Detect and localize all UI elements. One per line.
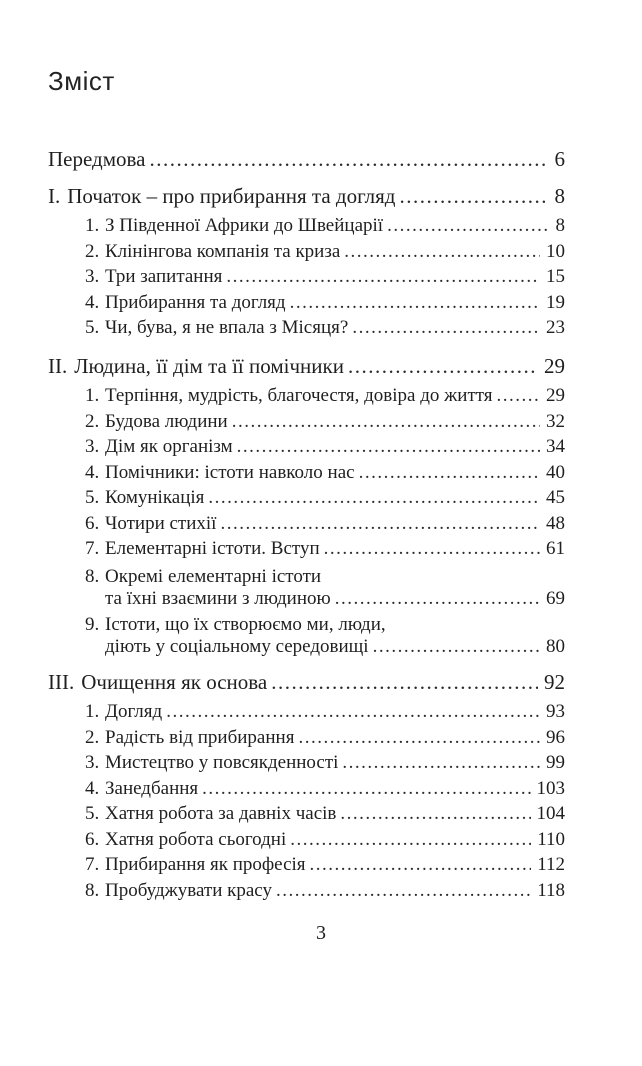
toc-item xyxy=(48,562,565,610)
footer-page-number: 3 xyxy=(316,922,326,944)
leader-dots xyxy=(232,409,540,435)
section-header xyxy=(48,667,565,697)
leader-dots xyxy=(342,750,540,776)
leader-dots xyxy=(344,239,540,265)
item-page-number: 15 xyxy=(546,266,565,287)
item-number: 8. xyxy=(85,565,100,587)
section-items xyxy=(48,213,565,341)
item-page-number: 34 xyxy=(546,436,565,457)
section-page-number: 8 xyxy=(554,184,565,208)
item-label: З Південної Африки до Швейцарії xyxy=(105,215,384,236)
item-number: 5. xyxy=(85,803,100,824)
item-label: Клінінгова компанія та криза xyxy=(105,240,341,262)
toc-item xyxy=(48,213,565,239)
item-label: Пробуджувати красу xyxy=(105,879,272,901)
item-page-number: 112 xyxy=(537,854,565,875)
leader-dots xyxy=(237,434,540,460)
item-line-first xyxy=(85,566,565,588)
item-number: 8. xyxy=(85,879,100,901)
leader-dots xyxy=(387,213,549,239)
toc-item xyxy=(48,511,565,537)
item-number: 6. xyxy=(85,828,100,850)
item-page-number: 69 xyxy=(546,587,565,609)
preface-label: Передмова xyxy=(48,147,146,171)
leader-dots xyxy=(324,536,540,562)
leader-dots xyxy=(335,588,540,610)
toc-item xyxy=(48,801,565,827)
item-number: 3. xyxy=(85,266,100,287)
toc-item xyxy=(48,827,565,853)
item-page-number: 19 xyxy=(546,291,565,313)
item-line-first xyxy=(85,614,565,636)
item-label: Істоти, що їх створюємо ми, люди, xyxy=(105,613,386,635)
item-page-number: 8 xyxy=(555,215,565,236)
section-title: Людина, її дім та її помічники xyxy=(74,354,344,378)
item-number: 2. xyxy=(85,240,100,262)
item-label: Будова людини xyxy=(105,410,228,432)
toc-item xyxy=(48,725,565,751)
item-page-number: 48 xyxy=(546,512,565,534)
item-number: 4. xyxy=(85,777,100,799)
item-page-number: 93 xyxy=(546,701,565,722)
item-number: 1. xyxy=(85,701,100,722)
item-label: Мистецтво у повсякденності xyxy=(105,752,339,773)
item-number: 3. xyxy=(85,752,100,773)
item-label: Догляд xyxy=(105,701,163,722)
toc-item xyxy=(48,852,565,878)
toc-item xyxy=(48,878,565,904)
leader-dots xyxy=(208,485,540,511)
leader-dots xyxy=(290,827,531,853)
leader-dots xyxy=(202,776,530,802)
item-number: 9. xyxy=(85,613,100,635)
item-number: 2. xyxy=(85,726,100,748)
section-title: Початок – про прибирання та догляд xyxy=(67,184,396,208)
item-line-continued xyxy=(85,588,565,610)
item-label: Радість від прибирання xyxy=(105,726,295,748)
item-label: Чотири стихії xyxy=(105,512,217,534)
item-number: 5. xyxy=(85,487,100,508)
toc-item xyxy=(48,264,565,290)
leader-dots xyxy=(348,351,538,381)
item-page-number: 61 xyxy=(546,538,565,559)
item-page-number: 96 xyxy=(546,726,565,748)
section-header xyxy=(48,351,565,381)
item-page-number: 45 xyxy=(546,487,565,508)
item-page-number: 32 xyxy=(546,410,565,432)
toc-item xyxy=(48,776,565,802)
toc-item xyxy=(48,434,565,460)
item-page-number: 40 xyxy=(546,461,565,483)
item-label: Окремі елементарні істоти xyxy=(105,565,322,587)
item-page-number: 23 xyxy=(546,317,565,338)
leader-dots xyxy=(276,878,531,904)
leader-dots xyxy=(352,315,540,341)
item-number: 3. xyxy=(85,436,100,457)
item-number: 4. xyxy=(85,291,100,313)
item-number: 5. xyxy=(85,317,100,338)
item-label: Чи, бува, я не впала з Місяця? xyxy=(105,317,349,338)
toc-item xyxy=(48,610,565,658)
item-label: Дім як організм xyxy=(105,436,233,457)
item-label-continued: та їхні взаємини з людиною xyxy=(105,587,331,609)
item-number: 7. xyxy=(85,538,100,559)
table-of-contents xyxy=(0,66,642,903)
leader-dots xyxy=(497,383,540,409)
toc-item xyxy=(48,699,565,725)
item-label: Занедбання xyxy=(105,777,199,799)
item-label: Елементарні істоти. Вступ xyxy=(105,538,320,559)
leader-dots xyxy=(399,181,548,211)
leader-dots xyxy=(359,460,540,486)
leader-dots xyxy=(373,636,540,658)
item-label: Помічники: істоти навколо нас xyxy=(105,461,355,483)
item-page-number: 110 xyxy=(537,828,565,850)
item-page-number: 104 xyxy=(536,803,565,824)
section-numeral: ІІІ. xyxy=(48,670,75,694)
item-label: Три запитання xyxy=(105,266,223,287)
leader-dots xyxy=(340,801,530,827)
item-label: Терпіння, мудрість, благочестя, довіра до життя xyxy=(105,385,493,406)
section-header xyxy=(48,181,565,211)
leader-dots xyxy=(226,264,540,290)
toc-item xyxy=(48,750,565,776)
toc-item xyxy=(48,290,565,316)
toc-item xyxy=(48,485,565,511)
item-page-number: 29 xyxy=(546,385,565,406)
toc-item xyxy=(48,239,565,265)
leader-dots xyxy=(149,144,548,174)
item-number: 7. xyxy=(85,854,100,875)
item-label: Комунікація xyxy=(105,487,205,508)
item-label-continued: діють у соціальному середовищі xyxy=(105,635,369,657)
item-number: 1. xyxy=(85,385,100,406)
item-label: Хатня робота за давніх часів xyxy=(105,803,337,824)
item-page-number: 103 xyxy=(536,777,565,799)
toc-item xyxy=(48,460,565,486)
section-page-number: 92 xyxy=(544,670,565,694)
leader-dots xyxy=(310,852,532,878)
leader-dots xyxy=(166,699,540,725)
section-numeral: ІІ. xyxy=(48,354,68,378)
leader-dots xyxy=(298,725,540,751)
leader-dots xyxy=(220,511,540,537)
section-title: Очищення як основа xyxy=(81,670,268,694)
item-number: 2. xyxy=(85,410,100,432)
section-items xyxy=(48,699,565,903)
item-label: Хатня робота сьогодні xyxy=(105,828,287,850)
section-numeral: І. xyxy=(48,184,61,208)
toc-preface-row xyxy=(48,144,565,174)
toc-item xyxy=(48,315,565,341)
item-label: Прибирання як професія xyxy=(105,854,306,875)
toc-item xyxy=(48,409,565,435)
leader-dots xyxy=(271,667,538,697)
leader-dots xyxy=(290,290,540,316)
toc-item xyxy=(48,536,565,562)
item-line-continued xyxy=(85,636,565,658)
section-items xyxy=(48,383,565,658)
item-page-number: 10 xyxy=(546,240,565,262)
item-number: 1. xyxy=(85,215,100,236)
item-number: 4. xyxy=(85,461,100,483)
item-page-number: 118 xyxy=(537,879,565,901)
toc-item xyxy=(48,383,565,409)
section-page-number: 29 xyxy=(544,354,565,378)
page-title: Зміст xyxy=(48,66,115,96)
item-number: 6. xyxy=(85,512,100,534)
item-page-number: 80 xyxy=(546,635,565,657)
preface-page-number: 6 xyxy=(554,147,565,171)
item-label: Прибирання та догляд xyxy=(105,291,286,313)
item-page-number: 99 xyxy=(546,752,565,773)
